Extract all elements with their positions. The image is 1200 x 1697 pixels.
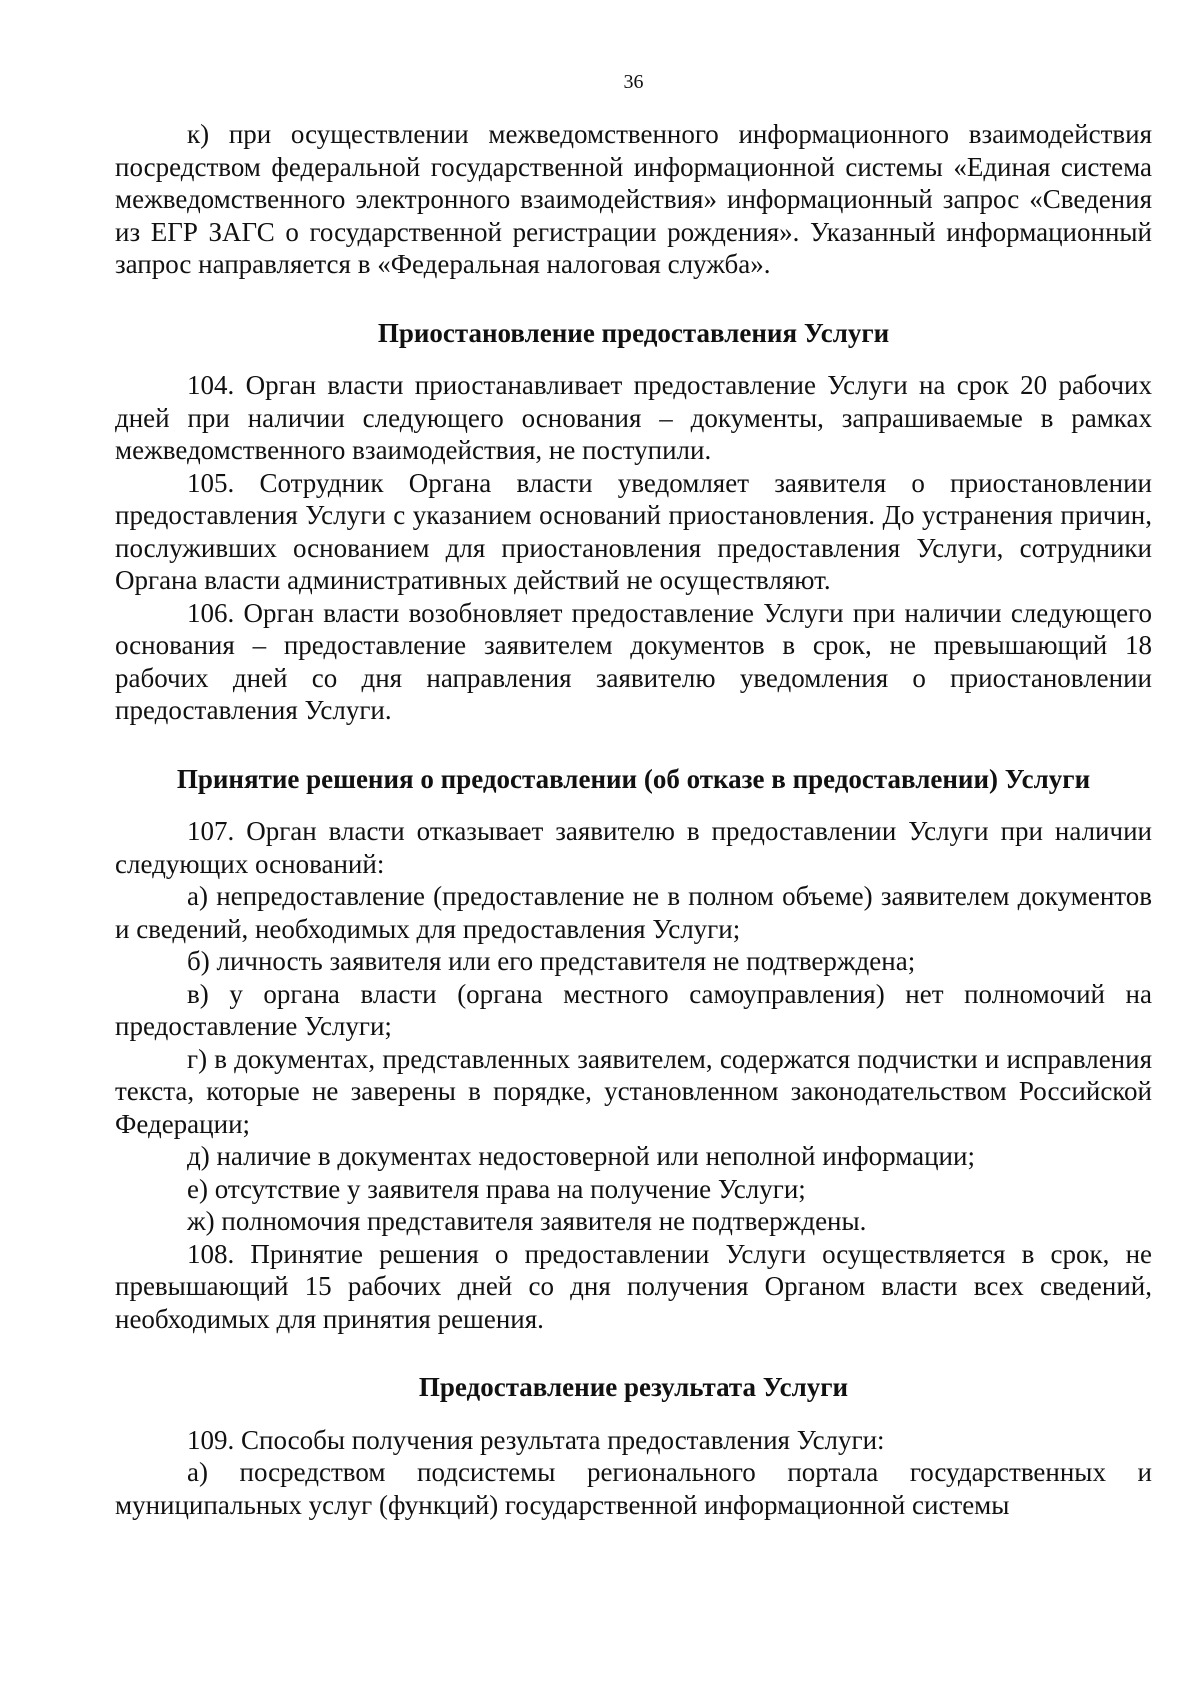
paragraph-109-a: а) посредством подсистемы регионального портала государственных и муниципальных услуг (функций) государственной информационной системы <box>115 1457 1152 1520</box>
paragraph-108: 108. Принятие решения о предоставлении Услуги осуществляется в срок, не превышающий 15 рабочих дней со дня получения Органом власти всех сведений, необходимых для принятия решения. <box>115 1238 1152 1334</box>
document-body <box>115 118 1152 1521</box>
paragraph-107-a: а) непредоставление (предоставление не в полном объеме) заявителем документов и сведений, необходимых для предоставления Услуги; <box>115 881 1152 944</box>
paragraph-107-v: в) у органа власти (органа местного самоуправления) нет полномочий на предоставление Услуги; <box>115 978 1152 1041</box>
heading-suspension: Приостановление предоставления Услуги <box>377 317 890 348</box>
paragraph-107-d: д) наличие в документах недостоверной или неполной информации; <box>187 1141 975 1171</box>
paragraph-107-g: г) в документах, представленных заявителем, содержатся подчистки и исправления текста, которые не заверены в порядке, установленном законодательством Российской Федерации; <box>115 1043 1152 1139</box>
heading-decision: Принятие решения о предоставлении (об отказе в предоставлении) Услуги <box>176 763 1091 794</box>
paragraph-107-zh: ж) полномочия представителя заявителя не подтверждены. <box>187 1206 867 1236</box>
paragraph-105: 105. Сотрудник Органа власти уведомляет заявителя о приостановлении предоставления Услуги с указанием оснований приостановления. До устранения причин, послуживших основанием для приостановления предоставления Услуги, сотрудники Органа власти административных действий не осуществляют. <box>115 467 1152 595</box>
paragraph-109: 109. Способы получения результата предоставления Услуги: <box>187 1424 885 1455</box>
paragraph-k: к) при осуществлении межведомственного информационного взаимодействия посредством федеральной государственной информационной системы «Единая система межведомственного электронного взаимодействия» информационный запрос «Сведения из ЕГР ЗАГС о государственной регистрации рождения». Указанный информационный запрос направляется в «Федеральная налоговая служба». <box>115 119 1152 279</box>
paragraph-107-e: е) отсутствие у заявителя права на получение Услуги; <box>187 1173 806 1204</box>
paragraph-104: 104. Орган власти приостанавливает предоставление Услуги на срок 20 рабочих дней при наличии следующего основания – документы, запрашиваемые в рамках межведомственного взаимодействия, не поступили. <box>115 370 1152 465</box>
page-number: 36 <box>623 71 644 93</box>
paragraph-107-b: б) личность заявителя или его представителя не подтверждена; <box>187 946 916 976</box>
paragraph-106: 106. Орган власти возобновляет предоставление Услуги при наличии следующего основания – предоставление заявителем документов в срок, не превышающий 18 рабочих дней со дня направления заявителю уведомления о приостановлении предоставления Услуги. <box>115 597 1152 725</box>
paragraph-107: 107. Орган власти отказывает заявителю в предоставлении Услуги при наличии следующих оснований: <box>115 816 1152 879</box>
heading-result: Предоставление результата Услуги <box>418 1372 849 1402</box>
